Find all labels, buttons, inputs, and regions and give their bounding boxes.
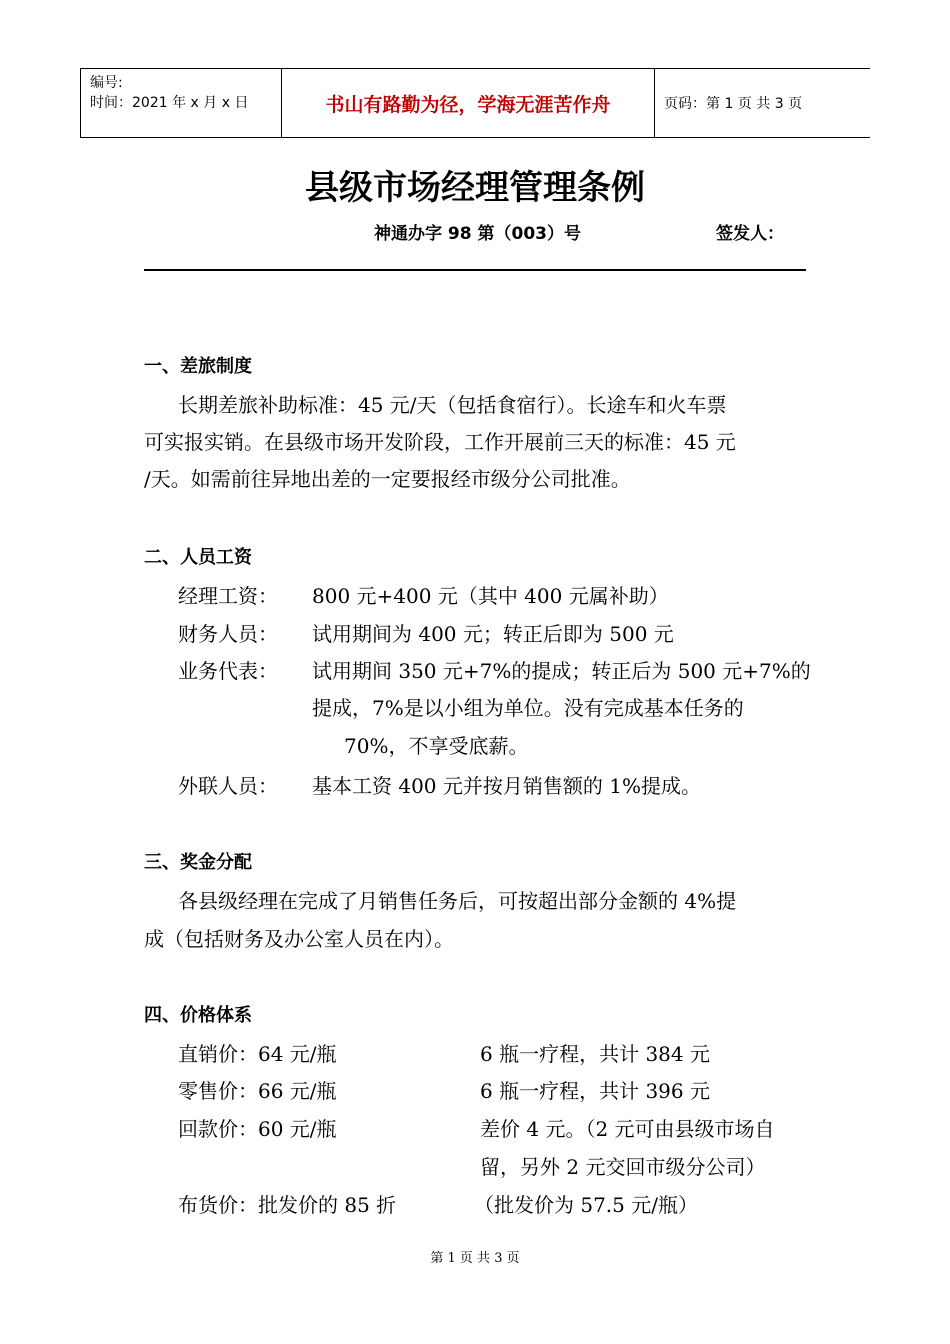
section-heading-travel: 一、差旅制度 <box>144 356 252 377</box>
header-box <box>80 68 870 138</box>
salary-row-text: 提成，7%是以小组为单位。没有完成基本任务的 <box>312 696 744 720</box>
salary-row-label: 业务代表： <box>178 659 278 683</box>
paragraph-line: 各县级经理在完成了月销售任务后，可按超出部分金额的 4%提 <box>178 889 737 913</box>
price-row-label: 直销价：64 元/瓶 <box>178 1042 337 1066</box>
price-row-label: 布货价：批发价的 85 折 <box>178 1193 397 1217</box>
salary-row-label: 财务人员： <box>178 622 278 646</box>
paragraph-line: 成（包括财务及办公室人员在内）。 <box>144 927 454 951</box>
header-divider <box>654 69 655 137</box>
salary-row-text: 800 元+400 元（其中 400 元属补助） <box>312 584 669 608</box>
title-rule <box>144 269 806 271</box>
price-row-text: 6 瓶一疗程，共计 384 元 <box>480 1042 710 1066</box>
paragraph-line: 可实报实销。在县级市场开发阶段，工作开展前三天的标准：45 元 <box>144 430 736 454</box>
price-row-text: （批发价为 57.5 元/瓶） <box>474 1193 698 1217</box>
price-row-label: 零售价：66 元/瓶 <box>178 1079 337 1103</box>
price-row-text: 差价 4 元。（2 元可由县级市场自 <box>480 1117 775 1141</box>
header-meta <box>90 73 248 113</box>
header-motto: 书山有路勤为径，学海无涯苦作舟 <box>325 93 611 116</box>
salary-row-text: 基本工资 400 元并按月销售额的 1%提成。 <box>312 774 701 798</box>
page-footer: 第 1 页 共 3 页 <box>430 1251 520 1266</box>
salary-row-label: 外联人员： <box>178 774 278 798</box>
section-heading-salary: 二、人员工资 <box>144 547 252 568</box>
header-page-info: 页码：第 1 页 共 3 页 <box>664 96 803 112</box>
price-row-text: 6 瓶一疗程，共计 396 元 <box>480 1079 710 1103</box>
signer-label: 签发人： <box>716 224 784 244</box>
salary-row-text: 试用期间为 400 元；转正后即为 500 元 <box>312 622 674 646</box>
header-time-label: 时间：2021 年 x 月 x 日 <box>90 95 249 111</box>
document-title: 县级市场经理管理条例 <box>305 168 645 208</box>
salary-row-label: 经理工资： <box>178 584 278 608</box>
header-divider <box>80 69 81 137</box>
price-row-label: 回款价：60 元/瓶 <box>178 1117 337 1141</box>
salary-row-text: 试用期间 350 元+7%的提成；转正后为 500 元+7%的 <box>312 659 811 683</box>
paragraph-line: 长期差旅补助标准：45 元/天（包括食宿行）。长途车和火车票 <box>178 393 727 417</box>
header-number-label: 编号: <box>90 75 123 91</box>
salary-row-text: 70%，不享受底薪。 <box>344 734 529 758</box>
document-number: 神通办字 98 第（003）号 <box>374 224 581 244</box>
paragraph-line: /天。如需前往异地出差的一定要报经市级分公司批准。 <box>144 467 631 491</box>
price-row-text: 留，另外 2 元交回市级分公司） <box>480 1155 766 1179</box>
section-heading-pricing: 四、价格体系 <box>144 1005 252 1026</box>
section-heading-bonus: 三、奖金分配 <box>144 852 252 873</box>
